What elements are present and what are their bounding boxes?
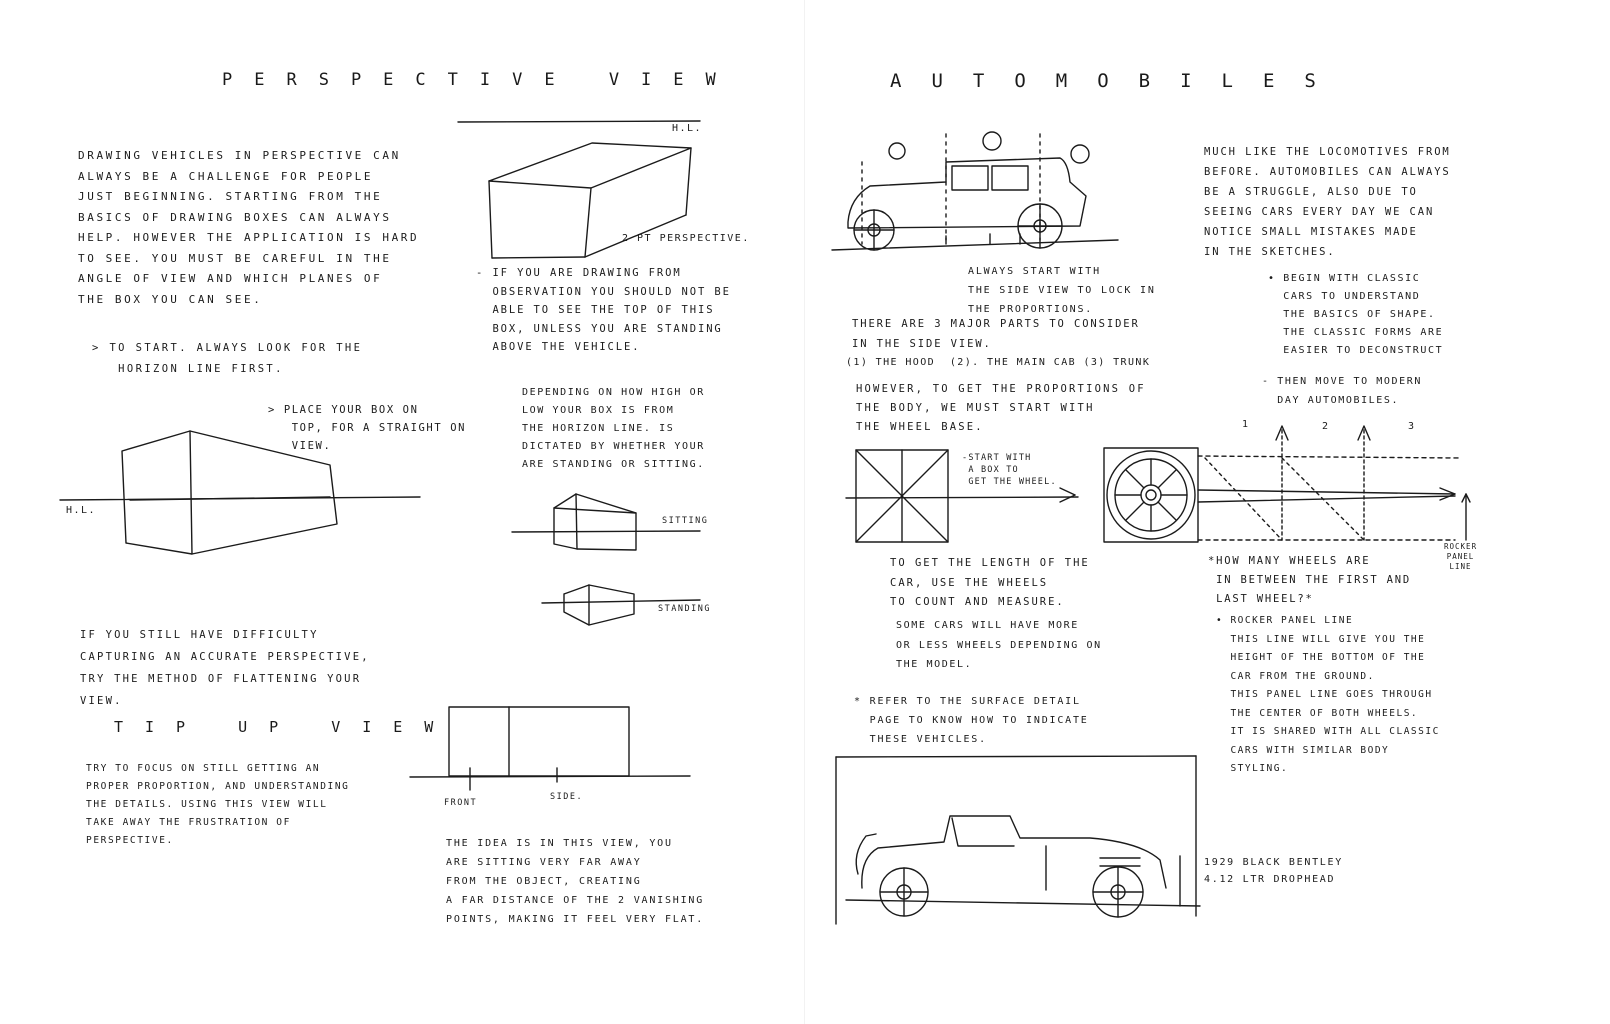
two-pt-label: 2 PT PERSPECTIVE. xyxy=(622,233,750,244)
wheel-box-sketch xyxy=(846,450,1078,542)
automobiles-title: AUTOMOBILES xyxy=(890,70,1346,92)
bentley-caption: 1929 BLACK BENTLEY 4.12 LTR DROPHEAD xyxy=(1204,857,1343,885)
difficulty-paragraph: IF YOU STILL HAVE DIFFICULTY CAPTURING AN ACCURATE PERSPECTIVE, TRY THE METHOD OF FLATTENING YOUR VIEW. xyxy=(80,629,370,707)
standing-box-sketch xyxy=(542,585,700,625)
observation-note: - IF YOU ARE DRAWING FROM OBSERVATION YOU SHOULD NOT BE ABLE TO SEE THE TOP OF THIS BOX, UNLESS YOU ARE STANDING ABOVE THE VEHICLE. xyxy=(476,267,731,353)
how-many-note: *HOW MANY WHEELS ARE IN BETWEEN THE FIRST AND LAST WHEEL?* xyxy=(1208,555,1412,605)
hl-label-top: H.L. xyxy=(672,123,703,134)
tip-up-view-title: TIP UP VIEW xyxy=(114,718,456,736)
side-view-note: ALWAYS START WITH THE SIDE VIEW TO LOCK IN THE PROPORTIONS. xyxy=(968,266,1156,315)
tip-up-flat-sketch xyxy=(410,707,690,790)
sitting-box-sketch xyxy=(512,494,700,550)
wheel-measure-sketch xyxy=(1060,426,1470,542)
three-parts-note: THERE ARE 3 MAJOR PARTS TO CONSIDER IN THE SIDE VIEW. xyxy=(852,318,1140,350)
perspective-view-title: PERSPECTIVE VIEW xyxy=(222,70,738,90)
horizon-box-sketch xyxy=(60,431,420,554)
start-box-note: -START WITH A BOX TO GET THE WHEEL. xyxy=(962,453,1057,487)
count-1: 1 xyxy=(1242,419,1250,430)
tip-up-paragraph: TRY TO FOCUS ON STILL GETTING AN PROPER PROPORTION, AND UNDERSTANDING THE DETAILS. USING THIS VIEW WILL TAKE AWAY THE FRUSTRATION OF PERSPECTIVE. xyxy=(86,763,350,846)
side-label: SIDE. xyxy=(550,792,584,802)
sitting-label: SITTING xyxy=(662,516,709,526)
hl-label: H.L. xyxy=(66,505,97,516)
car-side-sketch-top xyxy=(832,132,1118,250)
standing-label: STANDING xyxy=(658,604,711,614)
front-label: FRONT xyxy=(444,798,478,808)
parts-list: (1) THE HOOD (2). THE MAIN CAB (3) TRUNK xyxy=(846,357,1151,368)
count-3-etc: 3 xyxy=(1408,421,1416,432)
more-less-note: SOME CARS WILL HAVE MORE OR LESS WHEELS DEPENDING ON THE MODEL. xyxy=(896,620,1102,670)
idea-paragraph: THE IDEA IS IN THIS VIEW, YOU ARE SITTING VERY FAR AWAY FROM THE OBJECT, CREATING A FAR DISTANCE OF THE 2 VANISHING POINTS, MAKING IT FEEL VERY FLAT. xyxy=(446,838,705,925)
intro-paragraph: DRAWING VEHICLES IN PERSPECTIVE CAN ALWAYS BE A CHALLENGE FOR PEOPLE JUST BEGINNING. STARTING FROM THE BASICS OF DRAWING BOXES CAN ALWAYS HELP. HOWEVER THE APPLICATION IS HARD TO SEE. YOU MUST BE CAREFUL IN THE ANGLE OF VIEW AND WHICH PLANES OF THE BOX YOU CAN SEE. xyxy=(78,149,420,306)
two-point-box-sketch xyxy=(458,121,703,258)
place-box-note: > PLACE YOUR BOX ON TOP, FOR A STRAIGHT ON VIEW. xyxy=(268,404,467,452)
classic-cars-note: • BEGIN WITH CLASSIC CARS TO UNDERSTAND THE BASICS OF SHAPE. THE CLASSIC FORMS ARE EASIER TO DECONSTRUCT xyxy=(1268,273,1444,356)
refer-note: * REFER TO THE SURFACE DETAIL PAGE TO KNOW HOW TO INDICATE THESE VEHICLES. xyxy=(854,696,1089,745)
count-2: 2 xyxy=(1322,421,1330,432)
depending-note: DEPENDING ON HOW HIGH OR LOW YOUR BOX IS FROM THE HORIZON LINE. IS DICTATED BY WHETHER YOUR ARE STANDING OR SITTING. xyxy=(522,387,705,470)
to-start-note: > TO START. ALWAYS LOOK FOR THE HORIZON LINE FIRST. xyxy=(92,342,363,375)
length-note: TO GET THE LENGTH OF THE CAR, USE THE WHEELS TO COUNT AND MEASURE. xyxy=(890,557,1090,608)
wheel-base-note: HOWEVER, TO GET THE PROPORTIONS OF THE BODY, WE MUST START WITH THE WHEEL BASE. xyxy=(856,383,1146,433)
bentley-sketch xyxy=(836,756,1200,924)
rocker-label: ROCKER PANEL LINE xyxy=(1444,542,1478,571)
rocker-paragraph: • ROCKER PANEL LINE THIS LINE WILL GIVE YOU THE HEIGHT OF THE BOTTOM OF THE CAR FROM THE GROUND. THIS PANEL LINE GOES THROUGH THE CENTER OF BOTH WHEELS. IT IS SHARED WITH ALL CLASSIC CARS WITH SIMILAR BODY STYLING. xyxy=(1216,615,1440,774)
locomotives-paragraph: MUCH LIKE THE LOCOMOTIVES FROM BEFORE. AUTOMOBILES CAN ALWAYS BE A STRUGGLE, ALSO DUE TO SEEING CARS EVERY DAY WE CAN NOTICE SMALL MISTAKES MADE IN THE SKETCHES. xyxy=(1204,146,1451,258)
modern-cars-note: - THEN MOVE TO MODERN DAY AUTOMOBILES. xyxy=(1262,376,1423,406)
